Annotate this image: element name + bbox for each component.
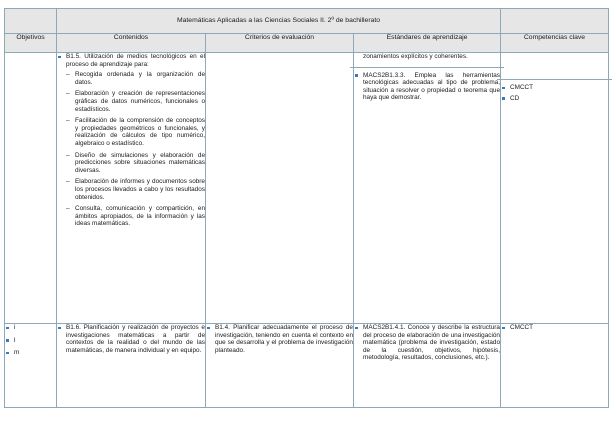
estandares-cell xyxy=(354,53,501,324)
contenido-subitem: – Recogida ordenada y la organización de datos. xyxy=(66,71,205,86)
objetivo-item: l xyxy=(5,337,56,345)
competencias-cell xyxy=(501,324,609,408)
contenido-item: B1.6. Planificación y realización de proyectos e investigaciones matemáticas a partir de contextos de la realidad o del mundo de las matemáticas, de manera individual y en equipo. xyxy=(57,324,205,354)
table-title: Matemáticas Aplicadas a las Ciencias Sociales II. 2º de bachillerato xyxy=(57,9,501,34)
objetivo-item: m xyxy=(5,349,56,357)
curriculum-table xyxy=(4,8,609,408)
estandar-item: MACS2B1.4.1. Conoce y describe la estructura del proceso de elaboración de una investigación matemática (problema de investigación, estado de la cuestión, objetivos, hipótesis, metodología, resultados, conclusiones, etc.). xyxy=(354,324,500,362)
competencia-item: CMCCT xyxy=(501,324,608,332)
criterio-item: B1.4. Planificar adecuadamente el proceso de investigación, teniendo en cuenta el contexto en que se desarrolla y el problema de investigación planteado. xyxy=(206,324,353,354)
contenido-subitem: – Consulta, comunicación y compartición, en ámbitos apropiados, de la información y las ideas matemáticas. xyxy=(66,205,205,228)
objetivos-cell xyxy=(5,324,57,408)
estandar-item: MACS2B1.3.3. Emplea las herramientas tecnológicas adecuadas al tipo de problema, situación a resolver o propiedad o teorema que haya que demostrar. xyxy=(354,72,500,102)
competencias-separator xyxy=(497,79,612,102)
competencia-item: CD xyxy=(501,95,608,103)
title-blank-cell xyxy=(5,9,57,34)
competencia-item: CMCCT xyxy=(501,84,608,92)
header-competencias: Competencias clave xyxy=(501,34,609,53)
contenido-item xyxy=(57,53,205,228)
header-contenidos: Contenidos xyxy=(57,34,206,53)
objetivo-item: i xyxy=(5,324,56,332)
estandar-separator xyxy=(350,67,504,102)
criterios-cell xyxy=(206,324,354,408)
competencias-cell xyxy=(501,53,609,324)
criterios-cell xyxy=(206,53,354,324)
table-header-row xyxy=(5,34,609,53)
table-row xyxy=(5,324,609,408)
contenido-subitem: – Elaboración de informes y documentos sobre los procesos llevados a cabo y los resultados obtenidos. xyxy=(66,178,205,201)
table-row xyxy=(5,53,609,324)
estandares-cell xyxy=(354,324,501,408)
title-blank-cell-right xyxy=(501,9,609,34)
contenido-subitem: – Facilitación de la comprensión de conceptos y propiedades geométricos o funcionales, y realización de cálculos de tipo numérico, algebraico o estadístico. xyxy=(66,117,205,147)
header-objetivos: Objetivos xyxy=(5,34,57,53)
contenido-subitem: – Elaboración y creación de representaciones gráficas de datos numéricos, funcionales o estadísticos. xyxy=(66,90,205,113)
header-estandares: Estándares de aprendizaje xyxy=(354,34,501,53)
header-criterios: Criterios de evaluación xyxy=(206,34,354,53)
contenidos-cell xyxy=(57,53,206,324)
contenido-subitem: – Diseño de simulaciones y elaboración de predicciones sobre situaciones matemáticas diversas. xyxy=(66,152,205,175)
contenido-title: B1.5. Utilización de medios tecnológicos en el proceso de aprendizaje para: xyxy=(66,53,205,68)
estandar-continuation: zonamientos explícitos y coherentes. xyxy=(363,53,468,60)
objetivos-cell xyxy=(5,53,57,324)
contenidos-cell xyxy=(57,324,206,408)
table-title-row xyxy=(5,9,609,34)
